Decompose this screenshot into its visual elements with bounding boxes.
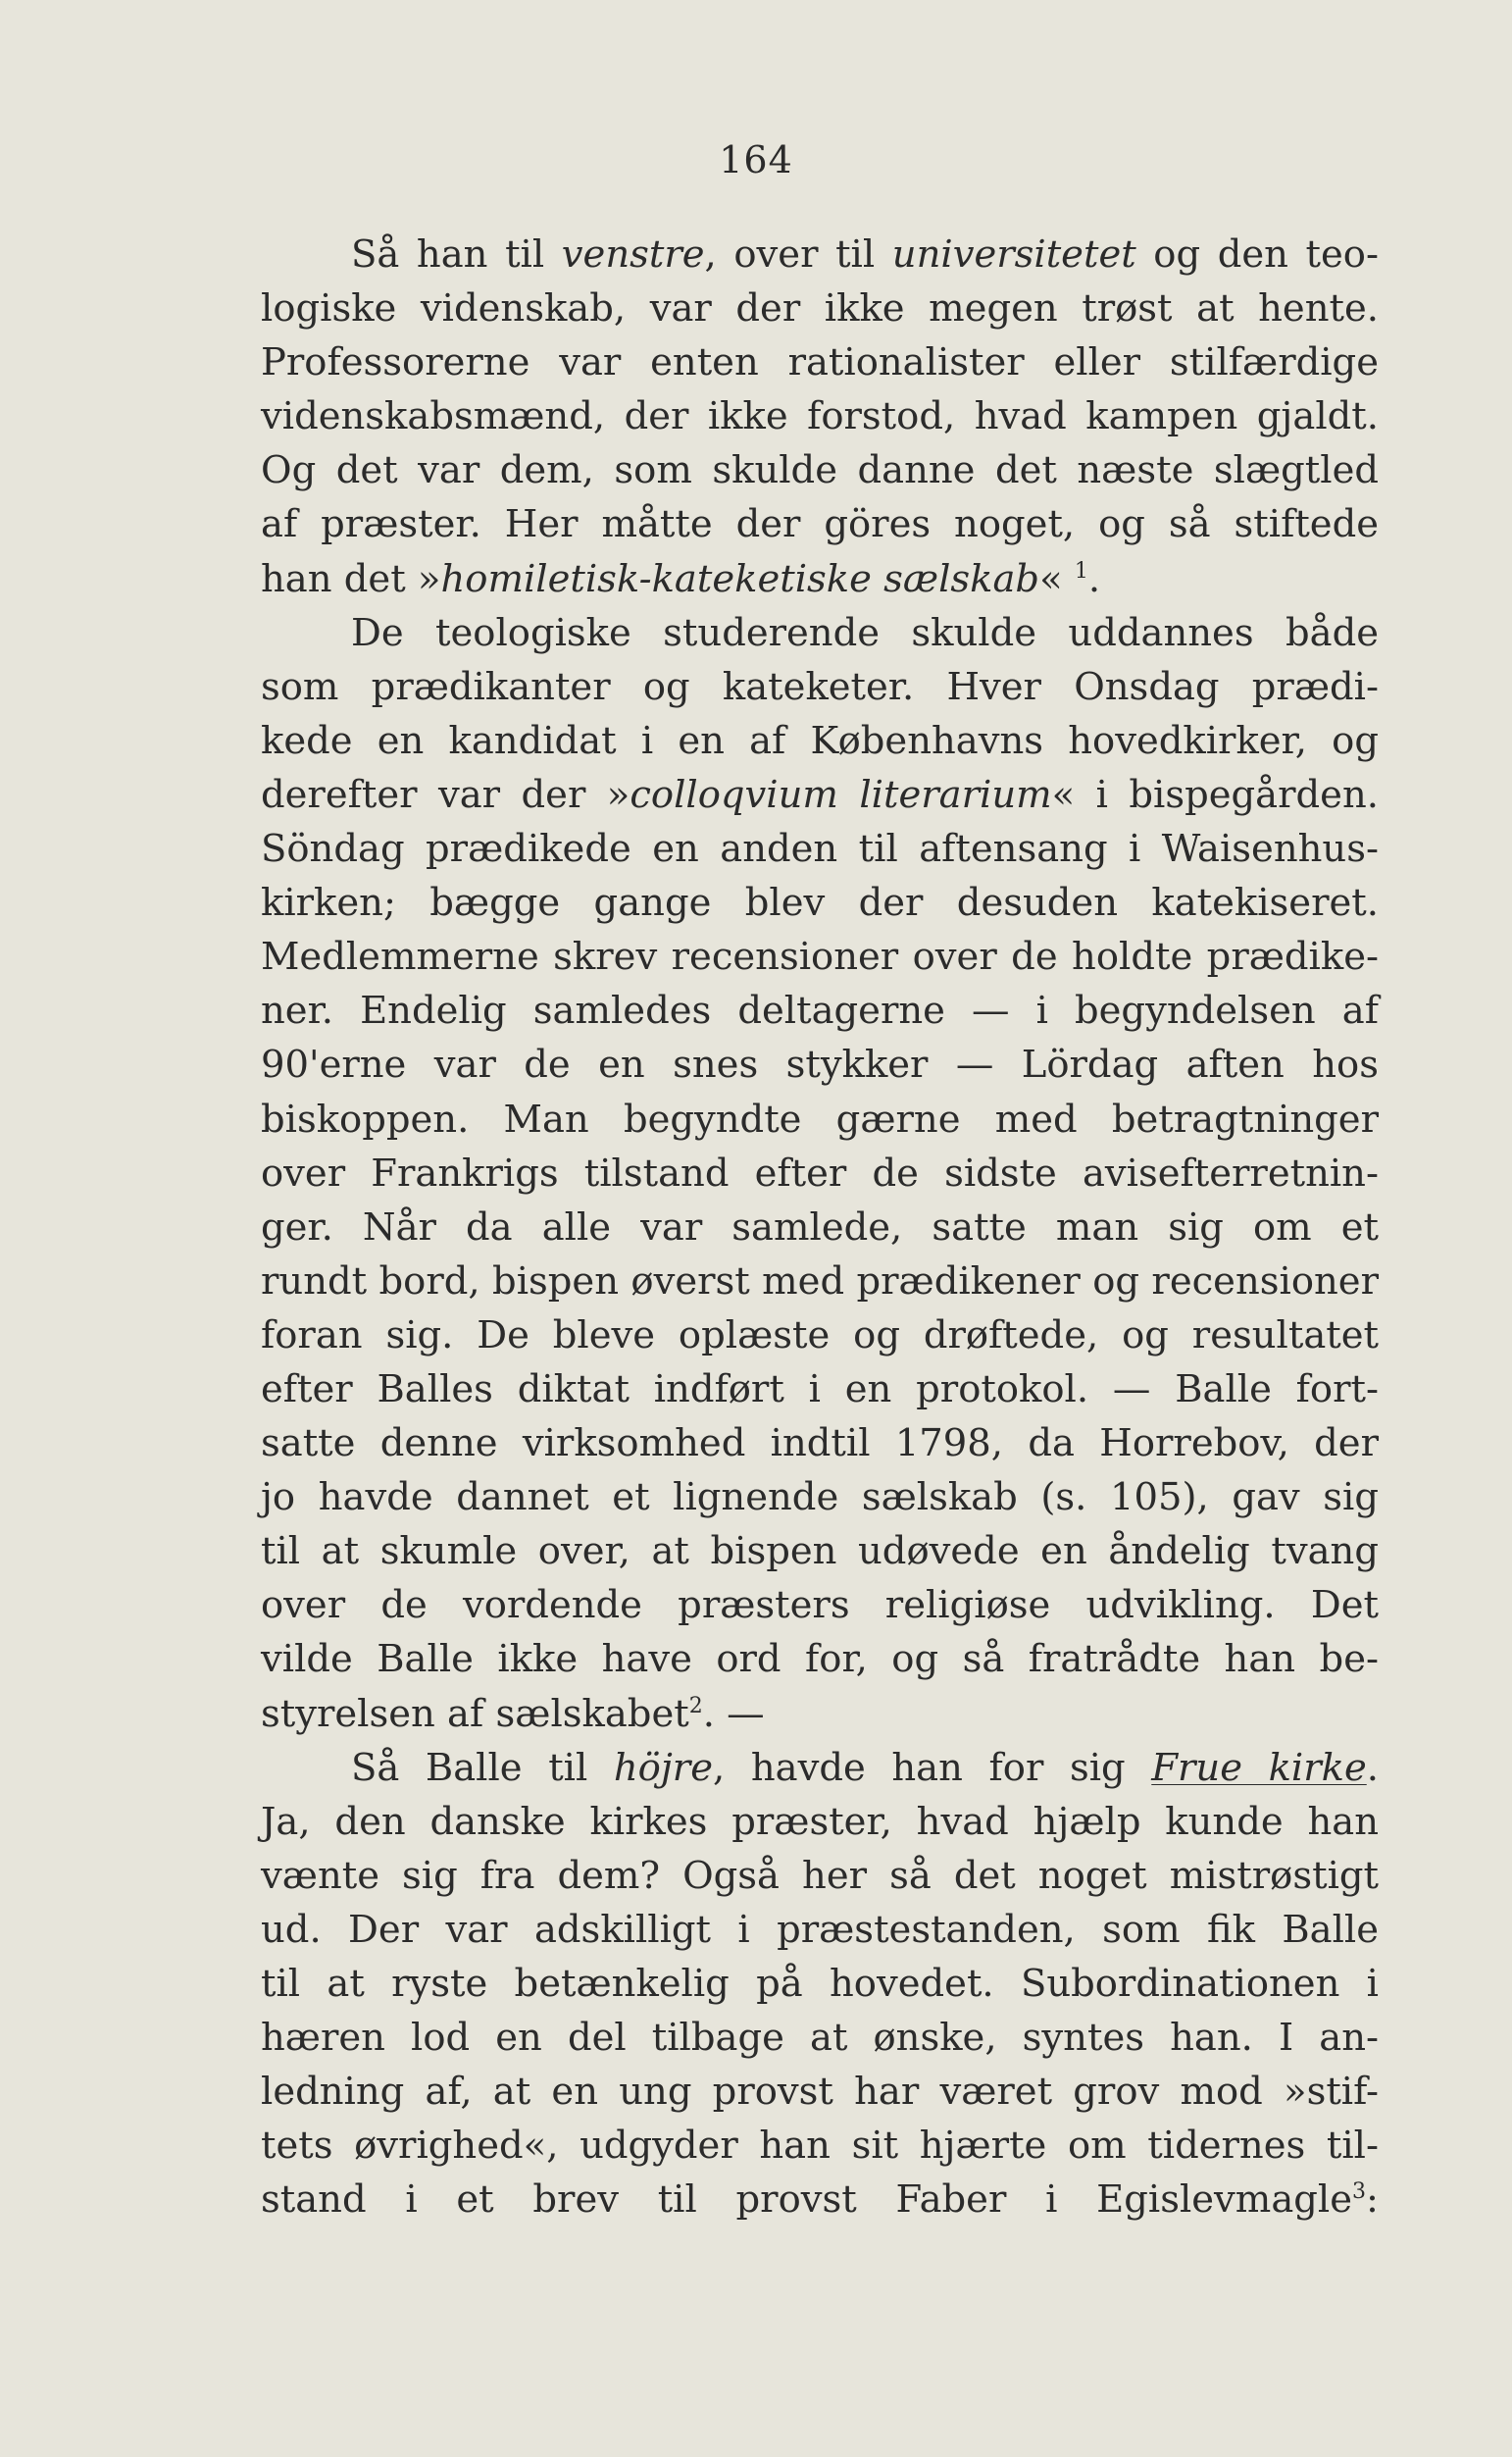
text-line (261, 1957, 1379, 2011)
italic-run: universitetet (891, 232, 1136, 277)
text-run: Så han til (351, 232, 562, 277)
text-line (261, 822, 1379, 876)
text-line (261, 497, 1379, 551)
text-line (261, 1201, 1379, 1254)
text-run: Ja, den danske kirkes præster, hvad hjælp kunde han (261, 1799, 1379, 1844)
text-run: biskoppen. Man begyndte gærne med betragtninger (261, 1097, 1379, 1142)
text-run: Medlemmerne skrev recensioner over de holdte prædike- (261, 935, 1379, 980)
italic-run: venstre (561, 232, 705, 277)
text-line (261, 443, 1379, 497)
text-line (261, 1038, 1379, 1092)
text-line (261, 984, 1379, 1038)
page-number: 164 (719, 138, 793, 181)
text-run: stand i et brev til provst Faber i Egislevmagle (261, 2177, 1353, 2223)
text-run: efter Balles diktat indført i en protokol. — Balle fort- (261, 1366, 1379, 1411)
text-run: han det » (261, 556, 441, 601)
text-line (261, 552, 1379, 606)
text-run: logiske videnskab, var der ikke megen trøst at hente. (261, 286, 1379, 332)
text-run: ledning af, at en ung provst har været grov mod »stif- (261, 2070, 1379, 2115)
text-line (261, 2065, 1379, 2119)
text-run: Så Balle til (351, 1745, 614, 1790)
text-run: : (1366, 2177, 1379, 2223)
text-run: hæren lod en del tilbage at ønske, syntes han. I an- (261, 2016, 1379, 2061)
text-line (261, 606, 1379, 660)
text-line (261, 1632, 1379, 1686)
text-run: ner. Endelig samledes deltagerne — i begyndelsen af (261, 989, 1379, 1034)
text-line (261, 1470, 1379, 1524)
text-run: af præster. Her måtte der göres noget, og så stiftede (261, 502, 1379, 547)
text-line (261, 1308, 1379, 1362)
text-run: styrelsen af sælskabet (261, 1691, 689, 1736)
text-line (261, 1416, 1379, 1470)
text-run: tets øvrighed«, udgyder han sit hjærte om tidernes til- (261, 2124, 1379, 2169)
text-line (261, 228, 1379, 282)
text-run: Og det var dem, som skulde danne det næste slægtled (261, 448, 1379, 493)
text-run: « i bispegården. (1051, 772, 1379, 817)
text-line (261, 335, 1379, 389)
text-run: , havde han for sig (713, 1745, 1152, 1790)
text-run: jo havde dannet et lignende sælskab (s. 105), gav sig (261, 1475, 1379, 1520)
text-line (261, 282, 1379, 335)
text-line (261, 1147, 1379, 1201)
text-run: ud. Der var adskilligt i præstestanden, som fik Balle (261, 1907, 1379, 1952)
text-line (261, 2173, 1379, 2227)
text-run: . (1087, 556, 1101, 601)
text-run: Professorerne var enten rationalister eller stilfærdige (261, 340, 1379, 385)
text-run: , over til (704, 232, 892, 277)
text-line (261, 1362, 1379, 1416)
italic-run: colloqvium literarium (630, 772, 1052, 817)
text-line (261, 1795, 1379, 1849)
text-line (261, 2119, 1379, 2173)
text-run: over Frankrigs tilstand efter de sidste avisefterretnin- (261, 1151, 1379, 1196)
text-run: og den teo- (1135, 232, 1379, 277)
text-run: . — (702, 1691, 765, 1736)
text-line (261, 768, 1379, 822)
text-run: satte denne virksomhed indtil 1798, da Horrebov, der (261, 1421, 1379, 1466)
text-line (261, 1687, 1379, 1741)
text-line (261, 2011, 1379, 2065)
text-run: derefter var der » (261, 772, 630, 817)
italic-underlined-run: Frue kirke (1151, 1745, 1367, 1790)
text-run: « (1039, 556, 1075, 601)
text-run: til at skumle over, at bispen udøvede en åndelig tvang (261, 1529, 1379, 1574)
text-line (261, 1903, 1379, 1957)
text-line (261, 876, 1379, 930)
text-line (261, 1254, 1379, 1308)
text-run: foran sig. De bleve oplæste og drøftede, og resultatet (261, 1312, 1379, 1357)
text-run: kede en kandidat i en af Københavns hovedkirker, og (261, 718, 1379, 763)
text-run: kirken; bægge gange blev der desuden katekiseret. (261, 881, 1379, 926)
text-run: til at ryste betænkelig på hovedet. Subordinationen i (261, 1962, 1379, 2006)
text-run: over de vordende præsters religiøse udvikling. Det (261, 1583, 1379, 1628)
text-line (261, 714, 1379, 768)
text-run: som prædikanter og kateketer. Hver Onsdag prædi- (261, 664, 1379, 709)
text-line (261, 1849, 1379, 1903)
text-run: vilde Balle ikke have ord for, og så fratrådte han be- (261, 1637, 1379, 1682)
text-run: ger. Når da alle var samlede, satte man sig om et (261, 1204, 1379, 1250)
footnote-marker: 2 (688, 1693, 703, 1718)
text-run: . (1366, 1745, 1379, 1790)
footnote-marker: 3 (1352, 2179, 1367, 2205)
text-run: Söndag prædikede en anden til aftensang i Waisenhus- (261, 827, 1379, 872)
text-line (261, 1093, 1379, 1147)
text-run: videnskabsmænd, der ikke forstod, hvad kampen gjaldt. (261, 394, 1379, 439)
text-run: 90'erne var de en snes stykker — Lördag aften hos (261, 1043, 1379, 1088)
text-line (261, 1524, 1379, 1578)
body-text (261, 228, 1379, 2227)
text-run: De teologiske studerende skulde uddannes både (351, 610, 1379, 655)
italic-run: homiletisk-kateketiske sælskab (440, 556, 1040, 601)
text-line (261, 1578, 1379, 1632)
text-run: vænte sig fra dem? Også her så det noget mistrøstigt (261, 1853, 1379, 1898)
text-line (261, 1741, 1379, 1795)
italic-run: höjre (613, 1745, 713, 1790)
text-line (261, 930, 1379, 984)
text-line (261, 660, 1379, 714)
footnote-marker: 1 (1074, 558, 1088, 584)
text-run: rundt bord, bispen øverst med prædikener og recensioner (261, 1258, 1379, 1304)
text-line (261, 389, 1379, 443)
